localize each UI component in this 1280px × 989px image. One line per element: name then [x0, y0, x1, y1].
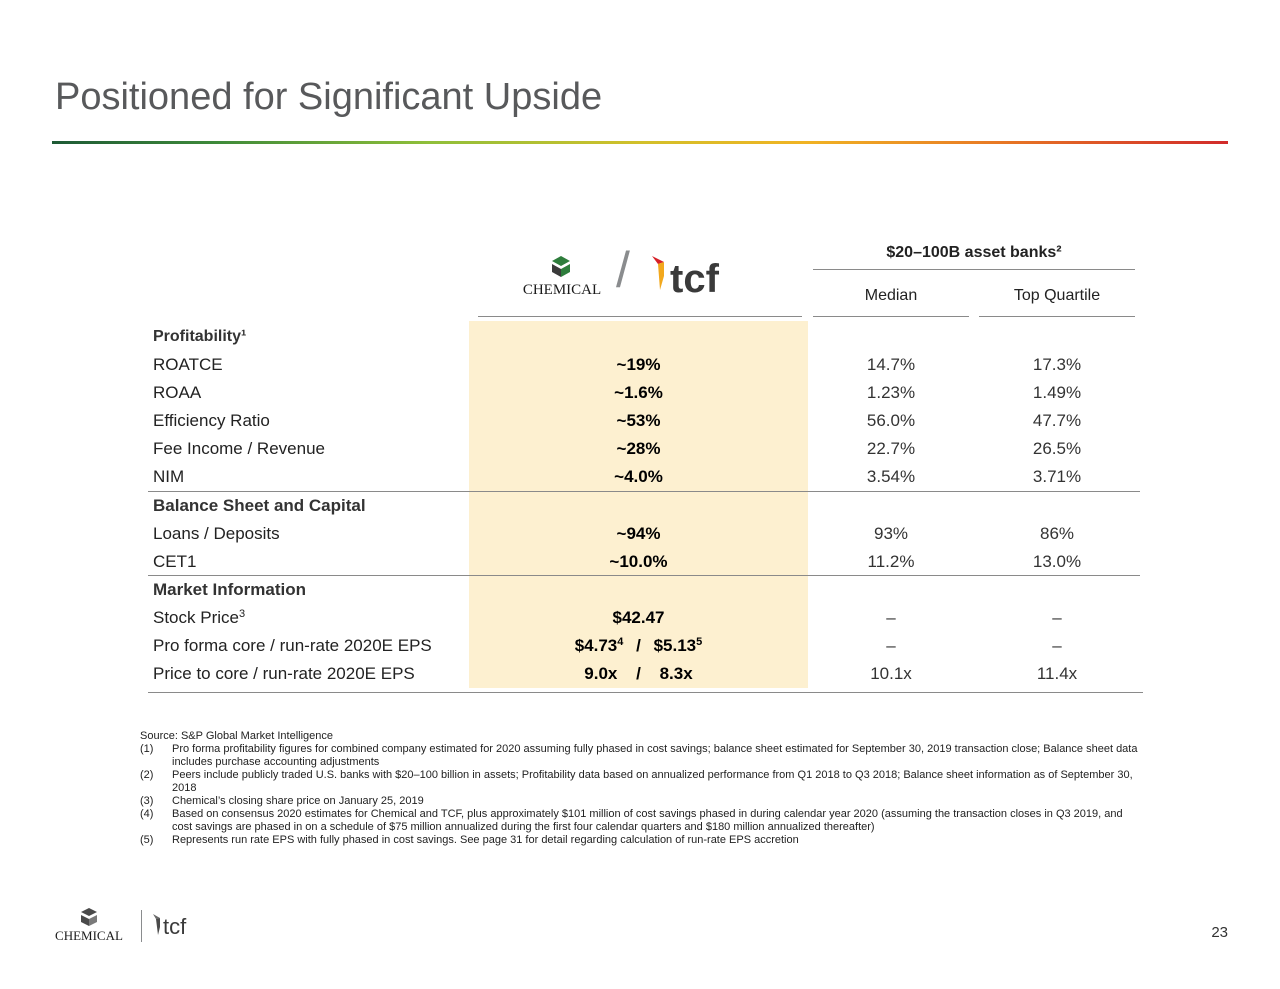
footnote-item: [140, 743, 1140, 769]
row-top-quartile-stock-price: –: [1052, 608, 1062, 627]
row-combined-cet1: ~10.0%: [609, 552, 668, 571]
stock-price-label-text: Stock Price: [153, 608, 239, 627]
row-top-quartile-cet1: 13.0%: [1032, 552, 1082, 571]
footnote-text: Represents run rate EPS with fully phased in cost savings. See page 31 for detail regarding calculation of run-rate EPS accretion: [172, 834, 799, 846]
row-label-nim: NIM: [153, 467, 185, 486]
section-heading-balance-sheet: Balance Sheet and Capital: [153, 496, 366, 515]
row-median-loans-deposits: 93%: [873, 524, 909, 543]
footnote-number: (4): [140, 808, 154, 820]
row-median-efficiency-ratio: 56.0%: [866, 411, 916, 430]
footer-tcf-mark-top: [153, 914, 160, 919]
row-median-cet1: 11.2%: [867, 552, 915, 571]
row-top-quartile-nim: 3.71%: [1032, 467, 1082, 486]
combined-column-highlight: [469, 321, 808, 688]
footnotes: [140, 730, 1140, 847]
page-title: Positioned for Significant Upside: [55, 76, 603, 118]
combined-header-underline: [478, 316, 802, 317]
chemical-logo-text: CHEMICAL: [522, 282, 602, 298]
median-header-underline: [813, 316, 969, 317]
row-top-quartile-roatce: 17.3%: [1032, 355, 1082, 374]
footnote-text: Peers include publicly traded U.S. banks with $20–100 billion in assets; Profitability data based on annualized performance from Q1 2018 to Q3 2018; Balance sheet information as of September 30, 2018: [172, 769, 1133, 794]
row-combined-stock-price: $42.47: [612, 608, 665, 627]
section-heading-profitability: Profitability¹: [153, 328, 247, 345]
row-label-efficiency-ratio: Efficiency Ratio: [153, 411, 270, 430]
eps-core-value: $4.73: [574, 636, 618, 655]
footer-tcf-text: tcf: [163, 914, 187, 939]
value-separator: /: [636, 636, 641, 655]
row-combined-price-to-eps: [469, 664, 808, 684]
row-top-quartile-loans-deposits: 86%: [1039, 524, 1075, 543]
row-combined-nim: ~4.0%: [614, 467, 663, 486]
footnote-ref: 4: [617, 636, 624, 648]
chemical-logo-mark-right: [561, 264, 570, 277]
row-label-roatce: ROATCE: [153, 355, 223, 374]
footer-chemical-text: CHEMICAL: [55, 928, 123, 943]
row-combined-roatce: ~19%: [616, 355, 661, 374]
footnote-number: (3): [140, 795, 154, 807]
footnote-ref: 5: [696, 636, 703, 648]
logo-divider-slash: /: [616, 242, 630, 298]
section-divider: [148, 491, 1140, 492]
row-median-stock-price: –: [886, 608, 896, 627]
top-quartile-header-underline: [979, 316, 1135, 317]
row-label-loans-deposits: Loans / Deposits: [153, 524, 280, 543]
footer-logo-divider: [141, 910, 142, 942]
footer-chemical-mark-right: [89, 915, 97, 926]
footer-chemical-mark-top: [81, 908, 97, 916]
pe-run-rate-value: 8.3x: [659, 664, 693, 683]
footnote-source: Source: S&P Global Market Intelligence: [140, 730, 334, 742]
section-heading-market-information: Market Information: [153, 580, 307, 599]
row-median-nim: 3.54%: [866, 467, 916, 486]
footer-chemical-mark-left: [81, 915, 89, 926]
tcf-logo-mark-gold: [658, 262, 664, 290]
tcf-logo-text: tcf: [670, 257, 719, 298]
footer-chemical-logo: [50, 907, 130, 943]
footnote-item: [140, 808, 1140, 834]
chemical-logo: [512, 254, 612, 298]
footnote-text: Chemical’s closing share price on January 25, 2019: [172, 795, 424, 807]
footnote-item: [140, 769, 1140, 795]
row-label-cet1: CET1: [153, 552, 197, 571]
row-label-stock-price: [153, 608, 245, 628]
chemical-logo-mark-top: [552, 256, 570, 266]
footnote-item: [140, 795, 1140, 808]
top-quartile-header: Top Quartile: [1013, 287, 1101, 304]
footnote-text: Pro forma profitability figures for combined company estimated for 2020 assuming fully phased in cost savings; balance sheet estimated for September 30, 2019 transaction close; Balance sheet data includes purchase accounting adjustments: [172, 743, 1138, 768]
median-header: Median: [864, 287, 918, 304]
footnote-number: (1): [140, 743, 154, 755]
row-top-quartile-roaa: 1.49%: [1032, 383, 1082, 402]
row-median-pro-forma-eps: –: [886, 636, 896, 655]
row-combined-efficiency-ratio: ~53%: [616, 411, 661, 430]
footnote-text: Based on consensus 2020 estimates for Chemical and TCF, plus approximately $101 million of cost savings phased in during calendar year 2020 (assuming the transaction closes in Q3 2019, and cost savings are phased in on a schedule of $75 million annualized during the first four calendar quarters and $180 million annualized thereafter): [172, 808, 1123, 833]
title-gradient-rule: [52, 141, 1228, 144]
row-combined-fee-income: ~28%: [616, 439, 661, 458]
row-label-fee-income: Fee Income / Revenue: [153, 439, 325, 458]
footnote-number: (5): [140, 834, 154, 846]
tcf-logo: [650, 252, 740, 298]
peer-group-underline: [813, 269, 1135, 270]
row-top-quartile-fee-income: 26.5%: [1032, 439, 1082, 458]
row-label-roaa: ROAA: [153, 383, 202, 402]
row-top-quartile-efficiency-ratio: 47.7%: [1032, 411, 1082, 430]
peer-group-header: $20–100B asset banks²: [886, 244, 1062, 261]
row-median-price-to-eps: 10.1x: [870, 664, 912, 683]
pe-core-value: 9.0x: [584, 664, 618, 683]
footnote-number: (2): [140, 769, 154, 781]
row-top-quartile-pro-forma-eps: –: [1052, 636, 1062, 655]
row-label-price-to-eps: Price to core / run-rate 2020E EPS: [153, 664, 415, 683]
footer-tcf-mark-bottom: [156, 918, 160, 935]
row-median-roaa: 1.23%: [866, 383, 916, 402]
row-median-roatce: 14.7%: [866, 355, 916, 374]
row-combined-loans-deposits: ~94%: [616, 524, 661, 543]
row-label-pro-forma-eps: Pro forma core / run-rate 2020E EPS: [153, 636, 432, 655]
footer-tcf-logo: [152, 911, 200, 939]
row-top-quartile-price-to-eps: 11.4x: [1036, 664, 1078, 683]
value-separator: /: [636, 664, 641, 683]
row-median-fee-income: 22.7%: [866, 439, 916, 458]
row-combined-roaa: ~1.6%: [614, 383, 663, 402]
chemical-logo-mark-left: [552, 264, 561, 277]
page-number: 23: [1211, 924, 1228, 941]
eps-run-rate-value: $5.13: [653, 636, 697, 655]
section-divider: [148, 575, 1140, 576]
table-bottom-rule: [148, 692, 1143, 693]
row-combined-pro-forma-eps: [469, 636, 808, 656]
footnote-ref: 3: [238, 608, 246, 620]
footnote-item: [140, 834, 1140, 847]
